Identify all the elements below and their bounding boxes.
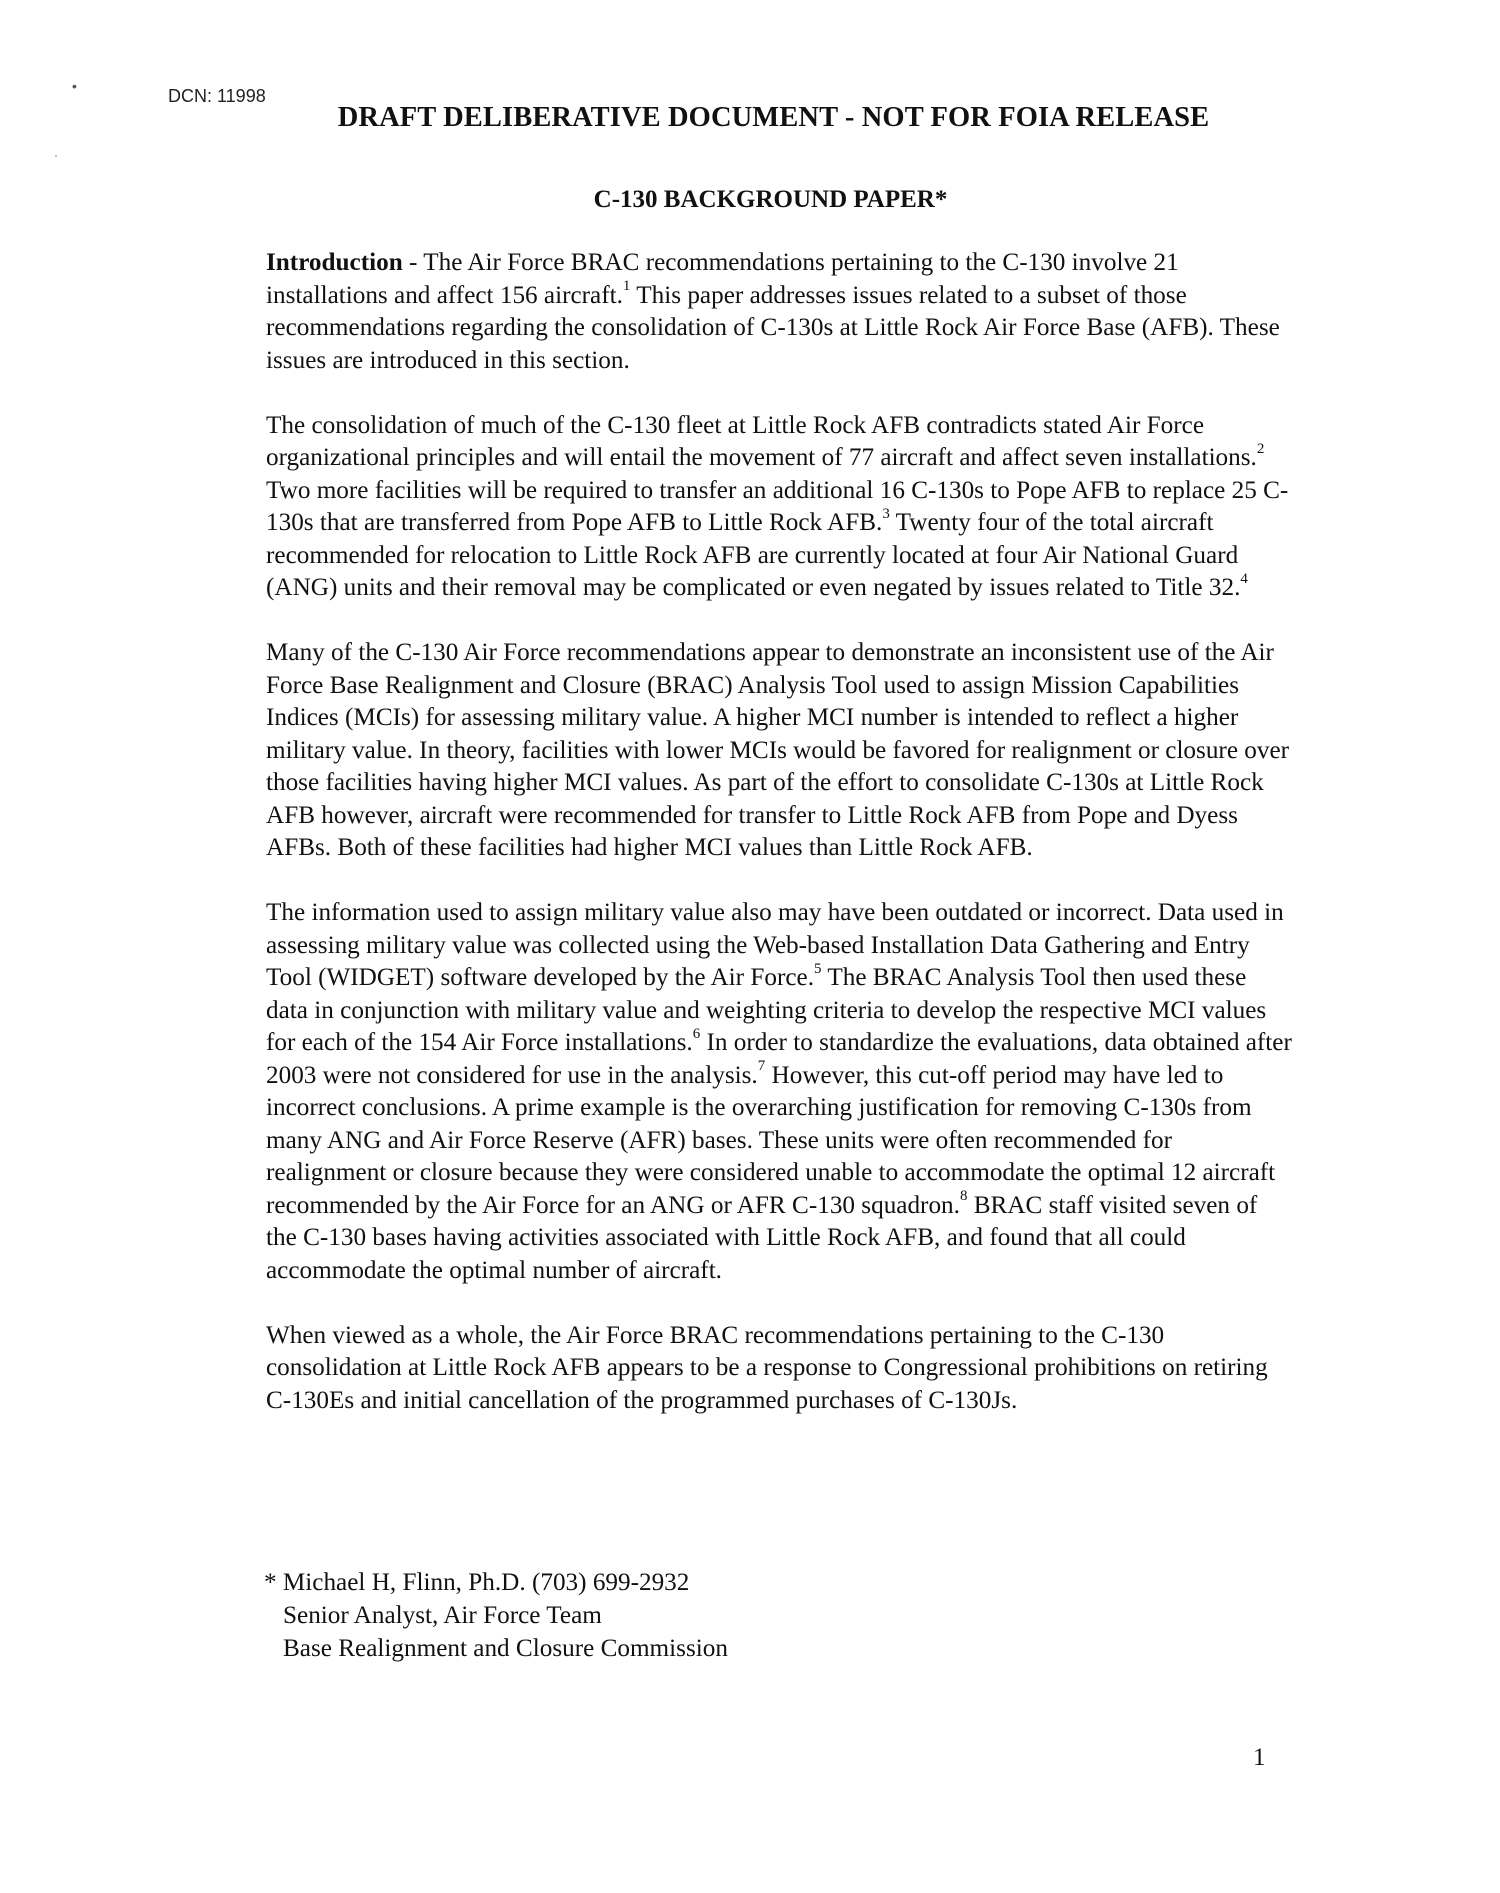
signature-name-phone: * Michael H, Flinn, Ph.D. (703) 699-2932 bbox=[264, 1569, 690, 1596]
paragraph-text: This paper addresses issues related to a subset of those recommendations regarding the consolidation of C-130s at Little Rock Air Force Base (AFB). These issues are introduced in this section. bbox=[266, 281, 1280, 374]
paragraph-text: When viewed as a whole, the Air Force BRAC recommendations pertaining to the C-130 consolidation at Little Rock AFB appears to be a response to Congressional prohibitions on retiring C-130Es and initial cancellation of the programmed purchases of C-130Js. bbox=[266, 1321, 1268, 1414]
footnote-marker: 3 bbox=[882, 505, 890, 522]
footnote-marker: 5 bbox=[814, 960, 822, 977]
paragraph-text: In order to standardize the evaluations, data obtained after 2003 were not considered for use in the analysis. bbox=[266, 1029, 1292, 1089]
paragraph-text: The consolidation of much of the C-130 fleet at Little Rock AFB contradicts stated Air Force organizational principles and will entail the movement of 77 aircraft and affect seven installations. bbox=[266, 411, 1257, 471]
signature-role: Senior Analyst, Air Force Team bbox=[283, 1602, 602, 1629]
body-text bbox=[266, 247, 1292, 1450]
page-title: C-130 BACKGROUND PAPER* bbox=[593, 186, 948, 213]
footnote-marker: 1 bbox=[622, 278, 631, 295]
dcn-label: DCN: 11998 bbox=[168, 86, 266, 106]
paragraph bbox=[266, 410, 1292, 605]
signature-block bbox=[264, 1566, 728, 1665]
footnote-marker: 8 bbox=[959, 1188, 968, 1205]
footnote-marker: 4 bbox=[1240, 570, 1248, 587]
paragraph-text: Two more facilities will be required to transfer an additional 16 C-130s to Pope AFB to replace 25 C-130s that are transferred from Pope AFB to Little Rock AFB. bbox=[266, 476, 1289, 536]
paragraph bbox=[266, 637, 1292, 865]
paragraph-text: Many of the C-130 Air Force recommendations appear to demonstrate an inconsistent use of the Air Force Base Realignment and Closure (BRAC) Analysis Tool used to assign Mission Capabilities Indices (MCIs) for assessing military value. A higher MCI number is intended to reflect a higher military value. In theory, facilities with lower MCIs would be favored for realignment or closure over those facilities having higher MCI values. As part of the effort to consolidate C-130s at Little Rock AFB however, aircraft were recommended for transfer to Little Rock AFB from Pope and Dyess AFBs. Both of these facilities had higher MCI values than Little Rock AFB. bbox=[266, 639, 1290, 861]
paragraph bbox=[266, 1320, 1292, 1418]
page-number: 1 bbox=[1253, 1744, 1266, 1771]
paragraph-text: However, this cut-off period may have led to incorrect conclusions. A prime example is the overarching justification for removing C-130s from many ANG and Air Force Reserve (AFR) bases. These units were often recommended for realignment or closure because they were considered unable to accommodate the optimal 12 aircraft recommended by the Air Force for an ANG or AFR C-130 squadron. bbox=[266, 1061, 1276, 1219]
paragraph-lead: Introduction bbox=[266, 249, 403, 276]
scan-speck: • bbox=[72, 78, 77, 94]
paragraph-text: - The Air Force BRAC recommendations pertaining to the C-130 involve 21 installations and affect 156 aircraft. bbox=[266, 249, 1179, 309]
footnote-marker: 6 bbox=[692, 1025, 701, 1042]
paragraph bbox=[266, 247, 1292, 377]
paragraph-text: BRAC staff visited seven of the C-130 bases having activities associated with Little Rock AFB, and found that all could accommodate the optimal number of aircraft. bbox=[266, 1191, 1258, 1284]
paragraph-text: Twenty four of the total aircraft recommended for relocation to Little Rock AFB are currently located at four Air National Guard (ANG) units and their removal may be complicated or even negated by issues related to Title 32. bbox=[266, 509, 1241, 601]
scan-speck: · bbox=[54, 148, 58, 162]
signature-org: Base Realignment and Closure Commission bbox=[283, 1635, 728, 1662]
draft-banner: DRAFT DELIBERATIVE DOCUMENT - NOT FOR FOIA RELEASE bbox=[337, 102, 1210, 133]
paragraph-text: The BRAC Analysis Tool then used these data in conjunction with military value and weighting criteria to develop the respective MCI values for each of the 154 Air Force installations. bbox=[266, 964, 1267, 1056]
footnote-marker: 2 bbox=[1256, 440, 1265, 457]
paragraph bbox=[266, 897, 1292, 1287]
footnote-marker: 7 bbox=[757, 1058, 766, 1075]
paragraph-text: The information used to assign military value also may have been outdated or incorrect. Data used in assessing military value was collected using the Web-based Installation Data Gathering and Entry Tool (WIDGET) software developed by the Air Force. bbox=[266, 899, 1284, 991]
